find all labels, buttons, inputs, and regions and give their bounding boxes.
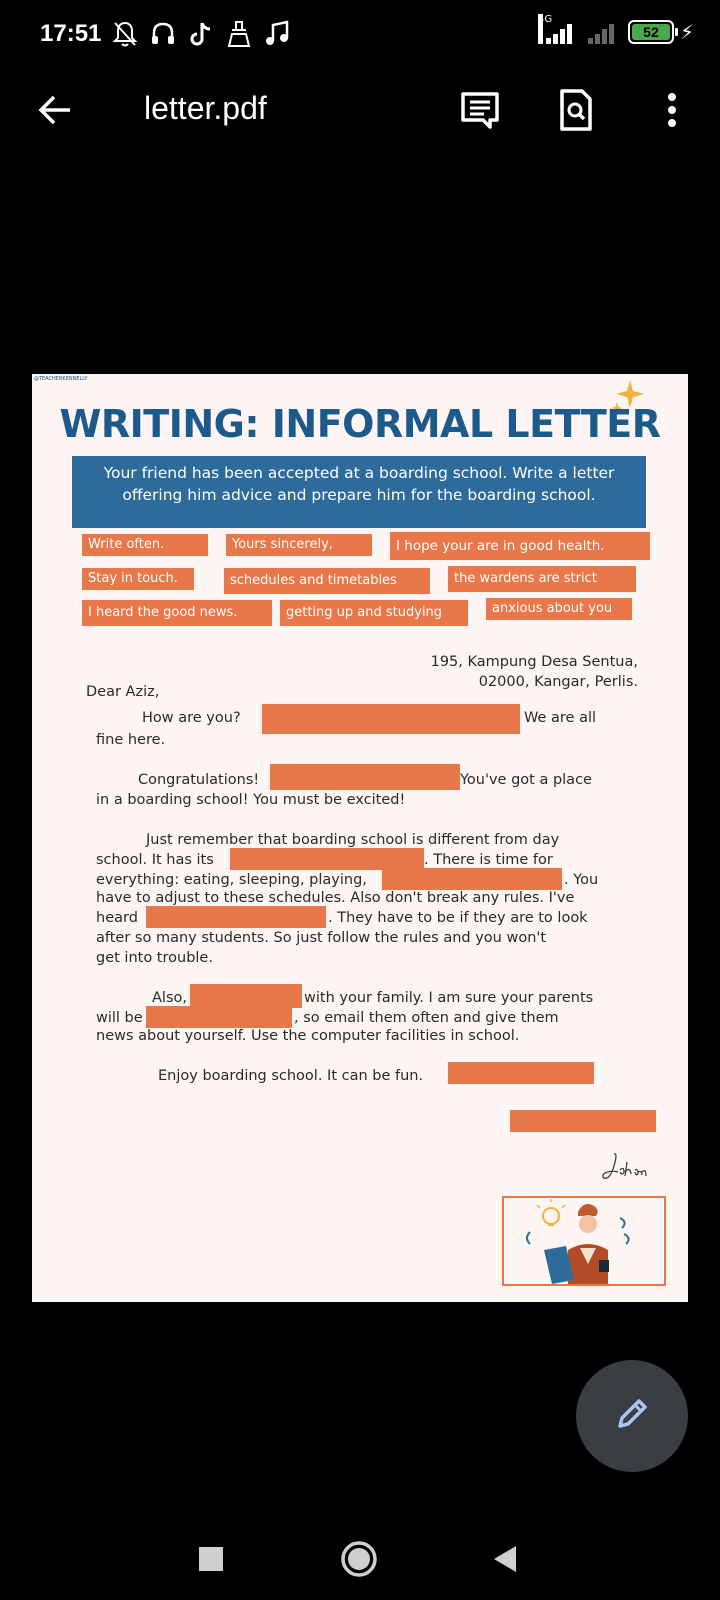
sender-address bbox=[431, 652, 638, 692]
signal-icon bbox=[536, 14, 576, 46]
letter-text: get into trouble. bbox=[96, 950, 213, 966]
letter-text: after so many students. So just follow the rules and you won't bbox=[96, 930, 547, 946]
letter-text: Congratulations! bbox=[138, 772, 260, 788]
battery-percent: 52 bbox=[632, 24, 670, 40]
closing-blank bbox=[510, 1110, 656, 1132]
letter-text: How are you? bbox=[142, 710, 241, 726]
letter-text: fine here. bbox=[96, 732, 166, 748]
letter-text: . There is time for bbox=[424, 852, 553, 868]
letter-text: school. It has its bbox=[96, 852, 214, 868]
address-line: 02000, Kangar, Perlis. bbox=[478, 674, 638, 690]
answer-blank bbox=[146, 1006, 292, 1028]
letter-text: , so email them often and give them bbox=[294, 1010, 559, 1026]
letter-text: everything: eating, sleeping, playing, bbox=[96, 872, 367, 888]
back-arrow-icon[interactable] bbox=[36, 90, 76, 130]
letter-text: news about yourself. Use the computer facilities in school. bbox=[96, 1028, 520, 1044]
bell-off-icon bbox=[110, 18, 140, 50]
phrase-chip: I hope your are in good health. bbox=[390, 532, 650, 560]
pencil-icon bbox=[612, 1394, 652, 1438]
app-bar bbox=[0, 70, 720, 150]
worksheet-title: WRITING: INFORMAL LETTER bbox=[59, 402, 661, 446]
phrase-chip: getting up and studying bbox=[280, 600, 468, 626]
recents-icon[interactable] bbox=[186, 1534, 236, 1584]
answer-blank bbox=[382, 868, 562, 890]
pdf-page[interactable] bbox=[32, 374, 688, 1302]
answer-blank bbox=[270, 764, 460, 790]
letter-text: with your family. I am sure your parents bbox=[304, 990, 594, 1006]
notification-icons bbox=[110, 18, 292, 50]
network-type-label: 4G bbox=[538, 14, 543, 44]
credit-text: @TEACHERKENNELLY bbox=[34, 376, 88, 382]
letter-text: will be bbox=[96, 1010, 143, 1026]
cleaner-icon bbox=[224, 18, 254, 50]
student-illustration bbox=[502, 1196, 666, 1286]
charging-icon: ⚡ bbox=[679, 20, 694, 44]
letter-text: . They have to be if they are to look bbox=[328, 910, 588, 926]
letter-text: Also, bbox=[152, 990, 187, 1006]
letter-text: We are all bbox=[524, 710, 597, 726]
address-line: 195, Kampung Desa Sentua, bbox=[430, 654, 638, 670]
prompt-text: Your friend has been accepted at a boarding school. Write a letter offering him advice and prepare him for the boarding school. bbox=[103, 464, 615, 504]
search-document-icon[interactable] bbox=[554, 88, 598, 132]
answer-blank bbox=[230, 848, 424, 870]
status-bar bbox=[0, 0, 720, 70]
letter-text: Just remember that boarding school is different from day bbox=[146, 832, 560, 848]
phrase-chip: Yours sincerely, bbox=[226, 534, 372, 556]
answer-blank bbox=[262, 704, 520, 734]
edit-fab-button[interactable] bbox=[576, 1360, 688, 1472]
music-note-icon bbox=[262, 18, 292, 50]
headset-icon bbox=[148, 18, 178, 50]
tiktok-icon bbox=[186, 18, 216, 50]
prompt-box bbox=[72, 456, 646, 528]
salutation: Dear Aziz, bbox=[86, 684, 160, 700]
letter-text: heard bbox=[96, 910, 138, 926]
answer-blank bbox=[190, 984, 302, 1008]
battery-icon bbox=[628, 20, 674, 44]
letter-text: You've got a place bbox=[460, 772, 592, 788]
status-time: 17:51 bbox=[40, 20, 102, 47]
home-icon[interactable] bbox=[334, 1534, 384, 1584]
phrase-chip: anxious about you bbox=[486, 598, 632, 620]
signal-x-icon bbox=[582, 18, 622, 46]
more-vert-icon[interactable] bbox=[650, 88, 694, 132]
letter-text: in a boarding school! You must be excited! bbox=[96, 792, 406, 808]
handwritten-signature bbox=[600, 1148, 660, 1188]
comment-icon[interactable] bbox=[458, 88, 502, 132]
phrase-chip: I heard the good news. bbox=[82, 600, 272, 626]
letter-text: Enjoy boarding school. It can be fun. bbox=[158, 1068, 424, 1084]
phrase-chip: schedules and timetables bbox=[224, 568, 430, 594]
phrase-chip: Write often. bbox=[82, 534, 208, 556]
phrase-chip: Stay in touch. bbox=[82, 568, 194, 590]
back-icon[interactable] bbox=[480, 1534, 530, 1584]
system-nav-bar bbox=[0, 1520, 720, 1600]
answer-blank bbox=[146, 906, 326, 928]
phrase-chip: the wardens are strict bbox=[448, 566, 636, 592]
letter-text: . You bbox=[564, 872, 599, 888]
answer-blank bbox=[448, 1062, 594, 1084]
file-title: letter.pdf bbox=[144, 90, 267, 126]
letter-text: have to adjust to these schedules. Also don't break any rules. I've bbox=[96, 890, 575, 906]
